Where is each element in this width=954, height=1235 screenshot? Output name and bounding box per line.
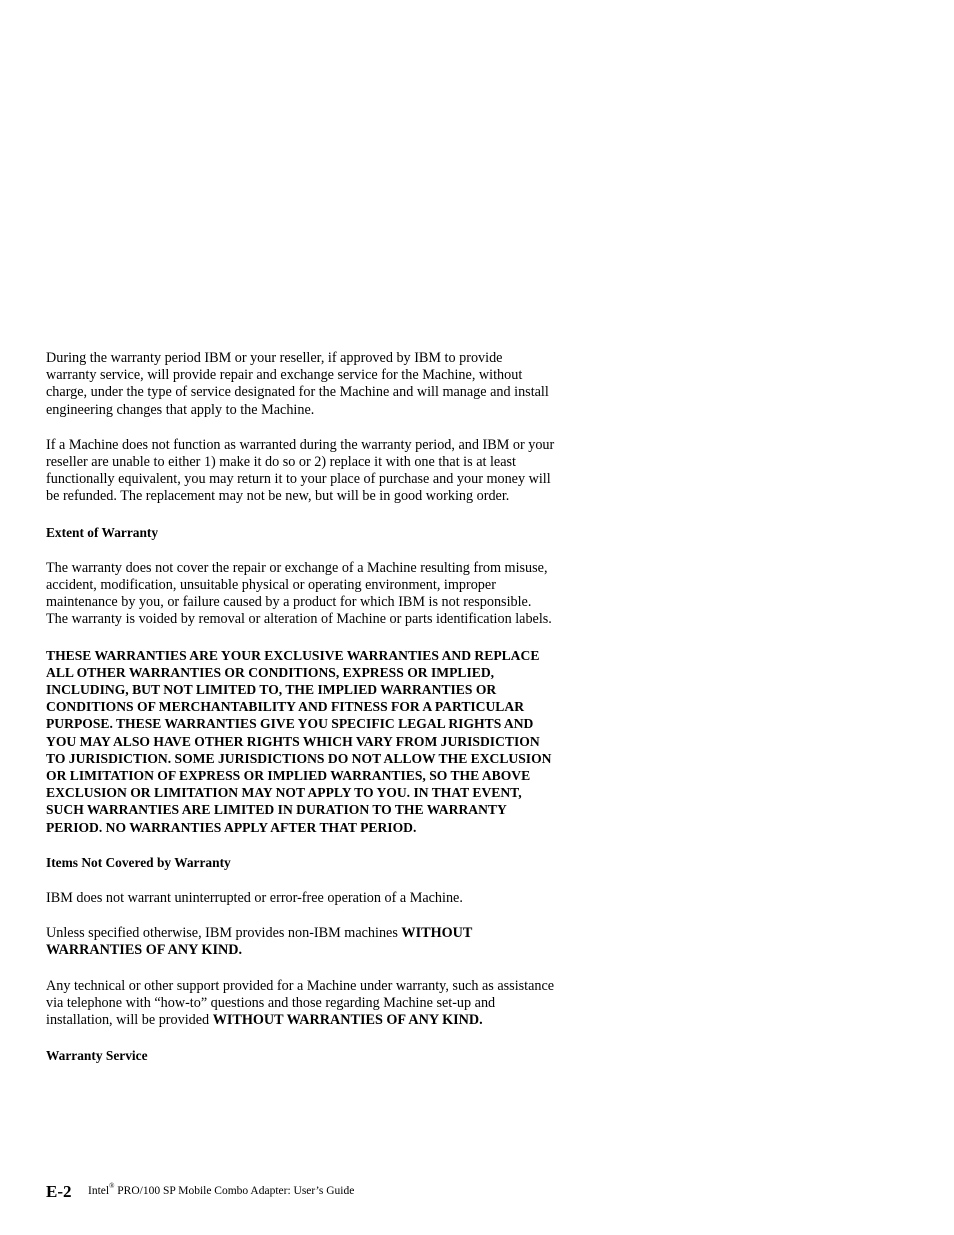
paragraph-warranty-coverage: The warranty does not cover the repair or exchange of a Machine resulting from misuse, accident, modification, unsuitable physical or operating environment, improper maintenance by you, or failure caused by a product for which IBM is not responsible. The warranty is voided by removal or alteration of Machine or parts identification labels.: [46, 559, 552, 628]
paragraph-refund: If a Machine does not function as warranted during the warranty period, and IBM or your reseller are unable to either 1) make it do so or 2) replace it with one that is at least functionally equivalent, you may return it to your place of purchase and your money will be refunded. The replacement may not be new, but will be in good working order.: [46, 436, 555, 505]
paragraph-non-ibm-machines: [46, 925, 556, 959]
footer-book-title: [88, 1182, 355, 1197]
footer-brand: Intel: [88, 1185, 110, 1197]
page-footer: [46, 1180, 646, 1204]
paragraph-exclusive-warranties: THESE WARRANTIES ARE YOUR EXCLUSIVE WARRANTIES AND REPLACE ALL OTHER WARRANTIES OR CONDITIONS, EXPRESS OR IMPLIED, INCLUDING, BUT NOT LIMITED TO, THE IMPLIED WARRANTIES OR CONDITIONS OF MERCHANTABILITY AND FITNESS FOR A PARTICULAR PURPOSE. THESE WARRANTIES GIVE YOU SPECIFIC LEGAL RIGHTS AND YOU MAY ALSO HAVE OTHER RIGHTS WHICH VARY FROM JURISDICTION TO JURISDICTION. SOME JURISDICTIONS DO NOT ALLOW THE EXCLUSION OR LIMITATION OF EXPRESS OR IMPLIED WARRANTIES, SO THE ABOVE EXCLUSION OR LIMITATION MAY NOT APPLY TO YOU. IN THAT EVENT, SUCH WARRANTIES ARE LIMITED IN DURATION TO THE WARRANTY PERIOD. NO WARRANTIES APPLY AFTER THAT PERIOD.: [46, 647, 552, 835]
paragraph-uninterrupted-operation: IBM does not warrant uninterrupted or error-free operation of a Machine.: [46, 890, 463, 907]
document-body: [46, 350, 556, 1084]
paragraph-technical-support-bold: WITHOUT WARRANTIES OF ANY KIND.: [212, 1012, 483, 1029]
registered-trademark-symbol: ®: [109, 1182, 115, 1190]
section-heading-extent-of-warranty: Extent of Warranty: [46, 524, 159, 540]
paragraph-non-ibm-text: Unless specified otherwise, IBM provides non-IBM machines: [46, 925, 402, 942]
paragraph-non-ibm-bold: WITHOUT WARRANTIES OF ANY KIND.: [46, 925, 473, 959]
paragraph-repair-service: During the warranty period IBM or your reseller, if approved by IBM to provide warranty service, will provide repair and exchange service for the Machine, without charge, under the type of service designated for the Machine and will manage and install engineering changes that apply to the Machine.: [46, 350, 549, 418]
paragraph-technical-support: [46, 978, 556, 1030]
page-number: E-2: [46, 1182, 72, 1201]
footer-title-text: PRO/100 SP Mobile Combo Adapter: User’s Guide: [114, 1185, 355, 1197]
paragraph-technical-support-text: Any technical or other support provided for a Machine under warranty, such as assistance via telephone with “how-to” questions and those regarding Machine set-up and installation, will be provided: [46, 977, 555, 1029]
section-heading-warranty-service: Warranty Service: [46, 1048, 148, 1064]
section-heading-items-not-covered: Items Not Covered by Warranty: [46, 854, 231, 870]
